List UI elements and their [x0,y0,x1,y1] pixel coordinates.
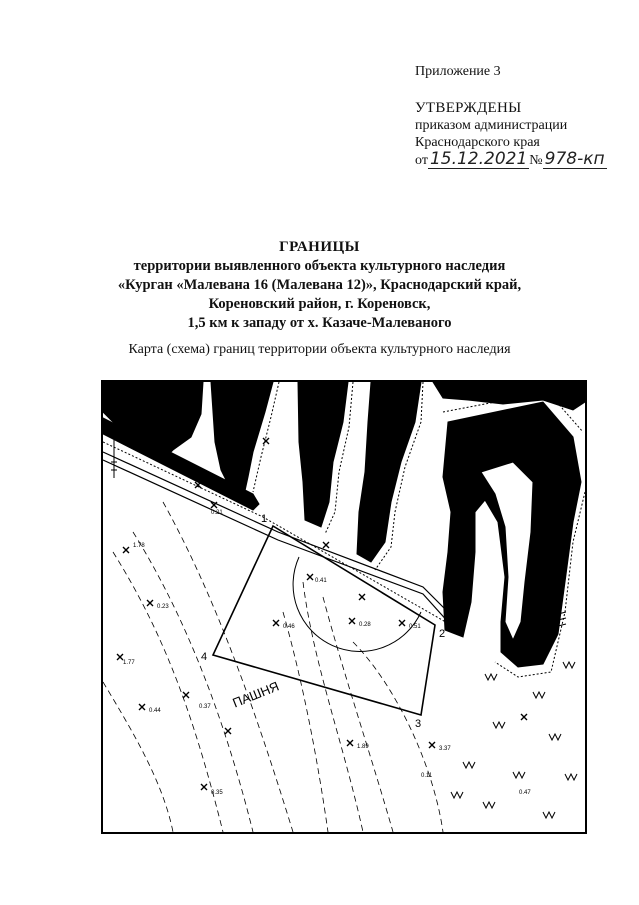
elevation-label: 0.51 [409,624,421,630]
forest-finger-3 [357,382,421,562]
north-label: С [107,388,117,403]
elevation-label: 0.47 [519,790,531,796]
approved-label: УТВЕРЖДЕНЫ [415,100,522,116]
title-line-1: ГРАНИЦЫ [279,239,360,255]
boundary-polygon [213,526,435,715]
title-line-4: Кореновский район, г. Кореновск, [208,296,431,312]
elevation-label: 0.44 [149,708,161,714]
document-title [0,238,639,333]
order-line-2: Краснодарского края [415,135,540,150]
date-line [415,150,607,169]
forest-finger-2 [298,382,348,527]
number-prefix: № [529,153,543,168]
elevation-label: 0.11 [421,773,433,779]
handwritten-number: 978-кп [544,149,605,169]
title-line-3: «Курган «Малевана 16 (Малевана 12)», Краснодарский край, [117,277,522,293]
elevation-label: 1.51 [479,392,491,398]
elevation-label: 1.89 [357,744,369,750]
elevation-label: 1.77 [123,660,135,666]
field-label: ПАШНЯ [230,678,282,711]
elevation-label: 0.21 [211,510,223,516]
elevation-label: 3.37 [439,746,451,752]
elevation-label: 0.23 [157,604,169,610]
boundary-map [101,380,587,834]
forest-top-right [433,382,585,410]
elevation-label: 0.56 [566,389,578,395]
date-prefix: от [415,153,428,168]
order-line-1: приказом администрации [415,118,568,133]
vertex-label-2: 2 [439,628,446,640]
title-line-2: территории выявленного объекта культурного наследия [133,258,506,274]
vertex-label-4: 4 [201,651,208,663]
elevation-label: 0.41 [315,578,327,584]
elevation-label: 1.78 [133,543,145,549]
elevation-label: 0.46 [283,624,295,630]
elevation-label: 0.37 [199,704,211,710]
vertex-label-3: 3 [415,718,422,730]
handwritten-date: 15.12.2021 [429,149,528,169]
map-caption: Карта (схема) границ территории объекта культурного наследия [128,342,511,357]
title-line-5: 1,5 км к западу от х. Казаче-Малеваного [187,315,452,331]
appendix-label: Приложение 3 [415,64,501,79]
vertex-label-1: 1 [261,513,268,525]
elevation-label: 0.28 [359,622,371,628]
elevation-label: 0.35 [211,790,223,796]
